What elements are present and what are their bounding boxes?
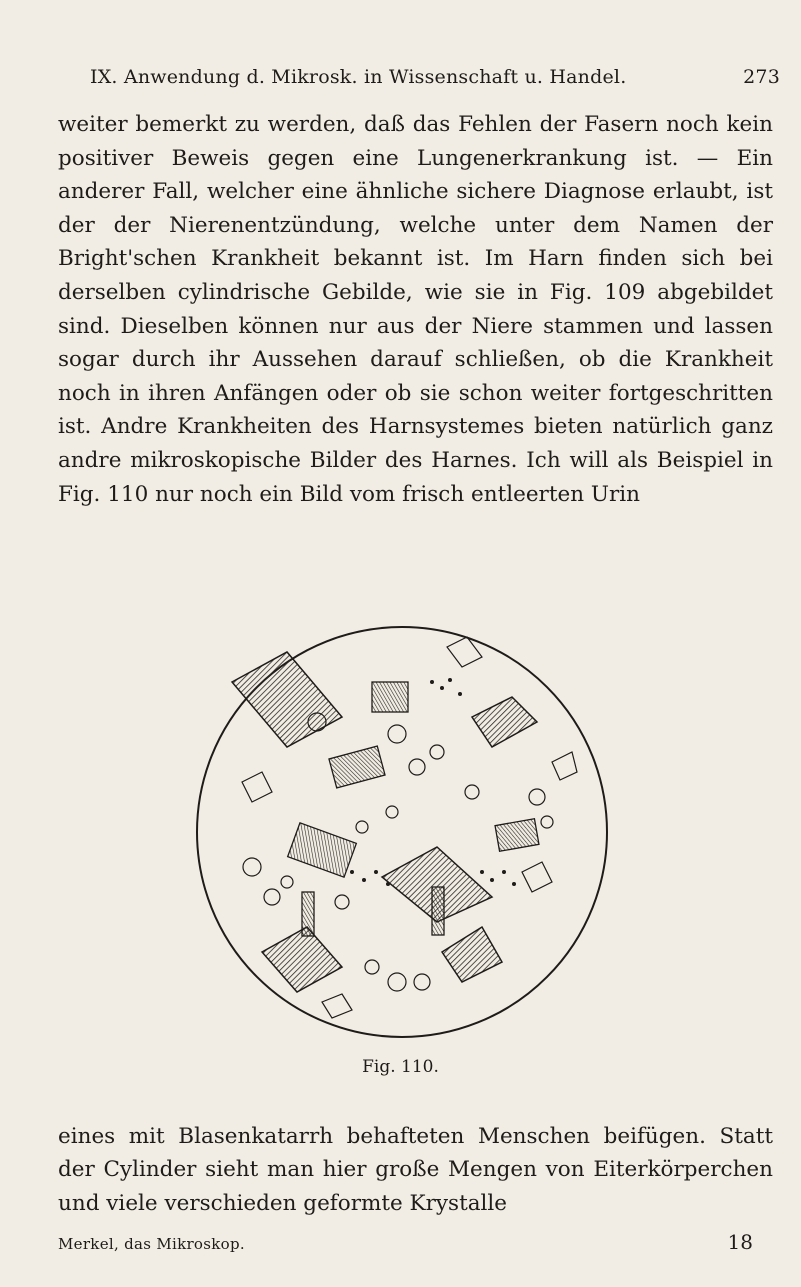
signature-number: 18: [727, 1230, 753, 1254]
body-text-top: [58, 108, 773, 511]
running-header: [90, 66, 780, 88]
page-footer: [58, 1230, 773, 1254]
figure-caption: Fig. 110.: [362, 1057, 439, 1077]
paragraph-2: eines mit Blasenkatarrh behafteten Menschen beifügen. Statt der Cylinder sieht man hier große Mengen von Eiterkörperchen und viele verschieden geformte Krystalle: [58, 1123, 773, 1216]
printer-signature: Merkel, das Mikroskop.: [58, 1235, 245, 1253]
running-head-title: IX. Anwendung d. Mikrosk. in Wissenschaft u. Handel.: [90, 66, 627, 88]
figure-110-illustration: [192, 622, 612, 1042]
paragraph-1: weiter bemerkt zu werden, daß das Fehlen der Fasern noch kein positiver Beweis gegen eine Lungenerkrankung ist. — Ein anderer Fall, welcher eine ähnliche sichere Diagnose erlaubt, ist der der Nierenentzündung, welche unter dem Namen der Bright'schen Krankheit bekannt ist. Im Harn finden sich bei derselben cylindrische Gebilde, wie sie in Fig. 109 abgebildet sind. Dieselben können nur aus der Niere stammen und lassen sogar durch ihr Aussehen darauf schließen, ob die Krankheit noch in ihren Anfängen oder ob sie schon weiter fortgeschritten ist. Andre Krankheiten des Harnsystemes bieten natürlich ganz andre mikroskopische Bilder des Harnes. Ich will als Beispiel in Fig. 110 nur noch ein Bild vom frisch entleerten Urin: [58, 112, 773, 507]
microscope-field-drawing: [192, 622, 612, 1042]
page-number: 273: [743, 66, 780, 88]
body-text-bottom: [58, 1098, 773, 1242]
